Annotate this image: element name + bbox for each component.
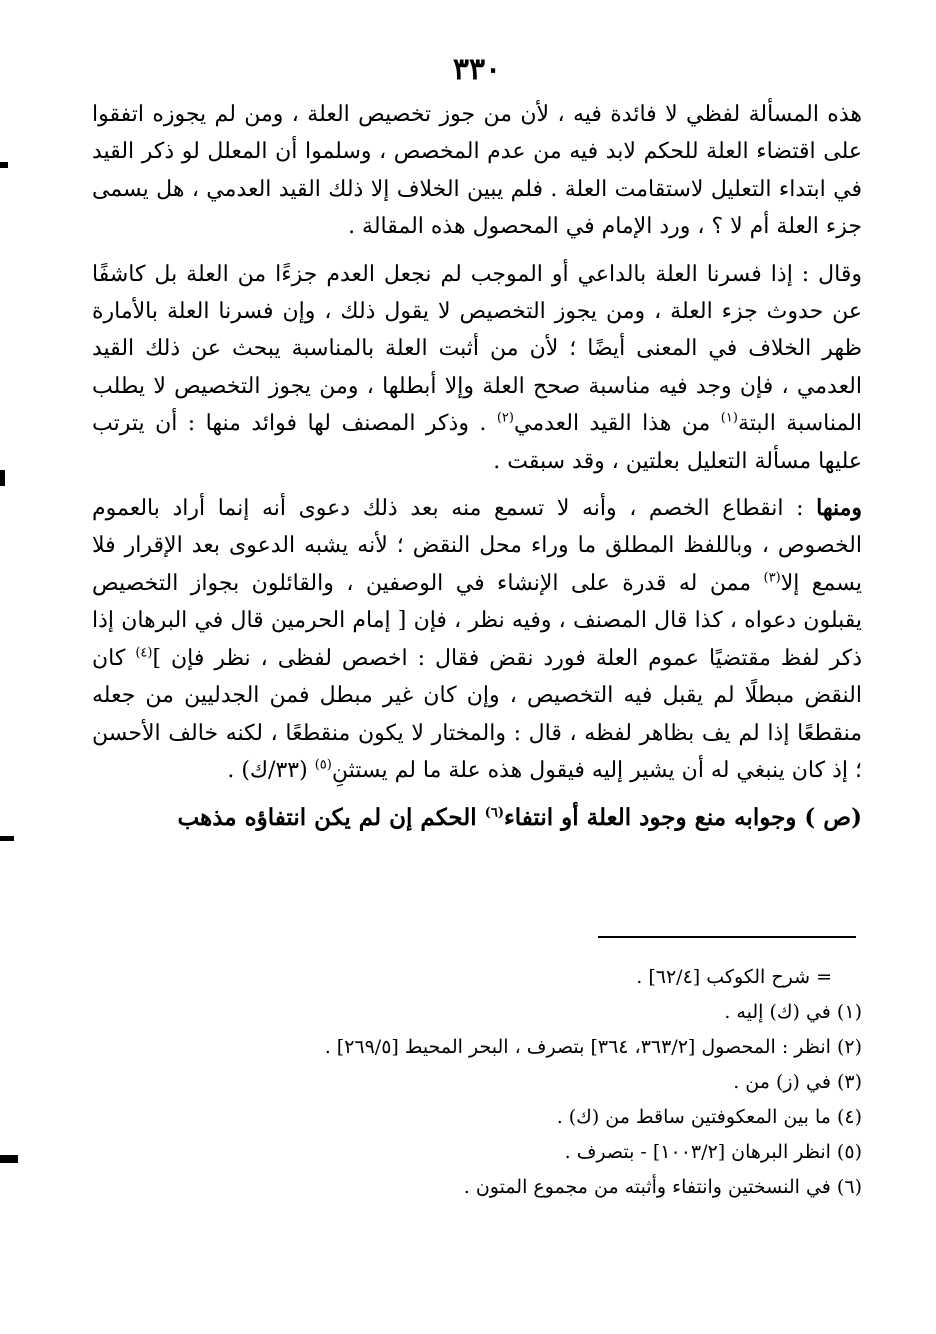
footnote-continuation: = شرح الكوكب [٦٢/٤] . [636,966,832,988]
page-body [92,48,862,837]
footnote-5: (٥) انظر البرهان [١٠٠٣/٢] - بتصرف . [564,1141,862,1163]
scan-mark-3 [0,836,14,841]
scan-mark-4 [0,1155,18,1163]
paragraph-4-text-a: (ص ) وجوابه منع وجود العلة أو انتفاء [503,804,862,832]
paragraph-2-text-b: من هذا القيد العدمي [513,411,721,437]
paragraph-3-text-c: كان النقض مبطلًا لم يقبل فيه التخصيص ، وإن كان غير مبطل فمن الجدليين من جعله منقطعًا إذا لم يف بظاهر لفظه ، قال : والمختار لا يكون منقطعًا ، لكنه خالف الأحسن ؛ إذ كان ينبغي له أن يشير إليه فيقول هذه علة ما لم يستثنِ [92,645,862,783]
scan-mark-1 [0,162,8,168]
footnote-ref-1: (١) [720,410,738,426]
paragraph-3-lead: ومنها [816,495,862,522]
paragraph-3-text-d: (٣٣/ك) . [227,757,315,783]
footnote-2: (٢) انظر : المحصول [٣٦٣/٢، ٣٦٤] بتصرف ، البحر المحيط [٢٦٩/٥] . [324,1036,862,1058]
paragraph-3-text-b: ممن له قدرة على الإنشاء في الوصفين ، والقائلون بجواز التخصيص يقبلون دعواه ، كذا قال المصنف ، وفيه نظر ، فإن [ إمام الحرمين قال في البرهان إذا ذكر لفظ مقتضيًا عموم العلة فورد نقض فقال : اخصص لفظى ، نظر فإن ] [92,570,863,671]
footnote-separator [598,936,856,938]
scan-mark-2 [0,470,5,486]
footnote-3: (٣) في (ز) من . [733,1071,862,1093]
footnote-4: (٤) ما بين المعكوفتين ساقط من (ك) . [556,1106,862,1128]
paragraph-3-text-a: : انقطاع الخصم ، وأنه لا تسمع منه بعد ذلك دعوى أنه إنما أراد بالعموم الخصوص ، وباللفظ المطلق ما وراء محل النقض ؛ لأنه يشبه الدعوى بعد الإقرار فلا يسمع إلا [92,496,862,596]
page-number: ٣٣٠ [452,52,502,87]
paragraph-2-text-a: وقال : إذا فسرنا العلة بالداعي أو الموجب لم نجعل العدم جزءًا من العلة بل كاشفًا عن حدوث جزء العلة ، ومن يجوز التخصيص لا يقول ذلك ، وإن فسرنا العلة بالأمارة ظهر الخلاف في المعنى أيضًا ؛ لأن من أثبت العلة بالمناسبة يبحث عن ذلك القيد العدمي ، فإن وجد فيه مناسبة صحح العلة وإلا أبطلها ، ومن يجوز التخصيص لا يطلب المناسبة البتة [92,261,863,437]
paragraph-2 [92,256,862,480]
footnotes [180,960,862,1205]
footnote-1: (١) في (ك) إليه . [724,1001,862,1023]
footnote-ref-3: (٣) [763,570,781,586]
paragraph-1: هذه المسألة لفظي لا فائدة فيه ، لأن من جوز تخصيص العلة ، ومن لم يجوزه اتفقوا على اقتضاء العلة للحكم لابد فيه من عدم المخصص ، وسلموا أن المعلل لو ذكر القيد في ابتداء التعليل لاستقامت العلة . فلم يبين الخلاف إلا ذلك القيد العدمي ، هل يسمى جزء العلة أم لا ؟ ، ورد الإمام في المحصول هذه المقالة . [92,102,863,240]
footnote-ref-5: (٥) [314,757,332,773]
footnote-6: (٦) في النسختين وانتفاء وأثبته من مجموع المتون . [463,1176,862,1198]
footnote-ref-4: (٤) [135,645,153,661]
paragraph-4-matn [92,799,862,836]
paragraph-2-text-c: . وذكر المصنف لها فوائد منها : أن يترتب عليها مسألة التعليل بعلتين ، وقد سبقت . [92,411,862,474]
footnote-ref-6: (٦) [484,805,504,821]
paragraph-3 [92,490,862,789]
footnote-ref-2: (٢) [496,410,514,426]
paragraph-4-text-b: الحكم إن لم يكن انتفاؤه مذهب [177,804,485,832]
